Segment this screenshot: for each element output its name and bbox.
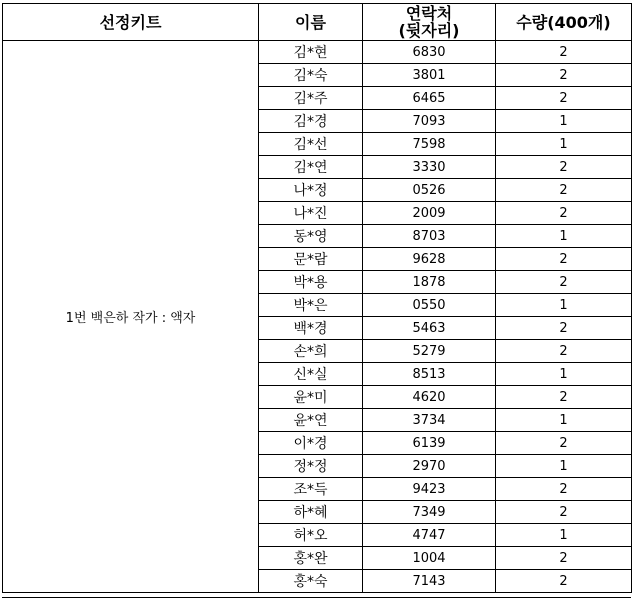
name-cell: 손*희 — [259, 340, 363, 363]
contact-cell: 2009 — [363, 202, 496, 225]
quantity-cell: 2 — [496, 570, 632, 593]
quantity-cell: 1 — [496, 524, 632, 547]
quantity-cell: 2 — [496, 179, 632, 202]
quantity-cell: 2 — [496, 248, 632, 271]
name-cell: 문*람 — [259, 248, 363, 271]
contact-cell: 4620 — [363, 386, 496, 409]
name-cell: 박*은 — [259, 294, 363, 317]
quantity-cell: 2 — [496, 41, 632, 64]
quantity-cell: 1 — [496, 409, 632, 432]
header-contact-line2: (뒷자리) — [398, 21, 460, 40]
name-cell: 김*현 — [259, 41, 363, 64]
contact-cell: 9628 — [363, 248, 496, 271]
header-row — [3, 4, 632, 41]
contact-cell: 5279 — [363, 340, 496, 363]
contact-cell: 3801 — [363, 64, 496, 87]
quantity-cell: 2 — [496, 317, 632, 340]
contact-cell: 1878 — [363, 271, 496, 294]
quantity-cell: 2 — [496, 87, 632, 110]
header-kit: 선정키트 — [3, 4, 259, 41]
header-contact — [363, 4, 496, 41]
quantity-cell: 1 — [496, 225, 632, 248]
name-cell: 동*영 — [259, 225, 363, 248]
contact-cell: 6465 — [363, 87, 496, 110]
name-cell: 윤*연 — [259, 409, 363, 432]
contact-cell: 6139 — [363, 432, 496, 455]
name-cell: 신*실 — [259, 363, 363, 386]
name-cell: 박*용 — [259, 271, 363, 294]
contact-cell: 5463 — [363, 317, 496, 340]
contact-cell: 1004 — [363, 547, 496, 570]
contact-cell: 0550 — [363, 294, 496, 317]
quantity-cell: 1 — [496, 363, 632, 386]
name-cell: 백*경 — [259, 317, 363, 340]
header-contact-line1: 연락처 — [405, 4, 453, 23]
name-cell: 김*연 — [259, 156, 363, 179]
quantity-cell: 1 — [496, 455, 632, 478]
name-cell: 김*선 — [259, 133, 363, 156]
recipient-table — [2, 3, 632, 593]
quantity-cell: 2 — [496, 156, 632, 179]
bottom-rule — [2, 597, 631, 598]
name-cell: 홍*숙 — [259, 570, 363, 593]
contact-cell: 9423 — [363, 478, 496, 501]
name-cell: 하*혜 — [259, 501, 363, 524]
contact-cell: 0526 — [363, 179, 496, 202]
quantity-cell: 2 — [496, 64, 632, 87]
quantity-cell: 1 — [496, 110, 632, 133]
contact-cell: 3330 — [363, 156, 496, 179]
name-cell: 김*주 — [259, 87, 363, 110]
contact-cell: 8703 — [363, 225, 496, 248]
kit-cell: 1번 백은하 작가 : 액자 — [3, 41, 259, 593]
quantity-cell: 2 — [496, 202, 632, 225]
contact-cell: 8513 — [363, 363, 496, 386]
name-cell: 나*정 — [259, 179, 363, 202]
quantity-cell: 1 — [496, 133, 632, 156]
name-cell: 이*경 — [259, 432, 363, 455]
quantity-cell: 2 — [496, 501, 632, 524]
name-cell: 홍*완 — [259, 547, 363, 570]
name-cell: 김*경 — [259, 110, 363, 133]
name-cell: 나*진 — [259, 202, 363, 225]
contact-cell: 3734 — [363, 409, 496, 432]
contact-cell: 2970 — [363, 455, 496, 478]
name-cell: 조*득 — [259, 478, 363, 501]
quantity-cell: 1 — [496, 294, 632, 317]
contact-cell: 7598 — [363, 133, 496, 156]
quantity-cell: 2 — [496, 271, 632, 294]
contact-cell: 7093 — [363, 110, 496, 133]
table-row — [3, 41, 632, 64]
quantity-cell: 2 — [496, 547, 632, 570]
header-quantity: 수량(400개) — [496, 4, 632, 41]
contact-cell: 7349 — [363, 501, 496, 524]
name-cell: 김*숙 — [259, 64, 363, 87]
contact-cell: 4747 — [363, 524, 496, 547]
header-name: 이름 — [259, 4, 363, 41]
quantity-cell: 2 — [496, 478, 632, 501]
quantity-cell: 2 — [496, 340, 632, 363]
name-cell: 윤*미 — [259, 386, 363, 409]
name-cell: 허*오 — [259, 524, 363, 547]
contact-cell: 6830 — [363, 41, 496, 64]
quantity-cell: 2 — [496, 432, 632, 455]
name-cell: 정*정 — [259, 455, 363, 478]
quantity-cell: 2 — [496, 386, 632, 409]
contact-cell: 7143 — [363, 570, 496, 593]
